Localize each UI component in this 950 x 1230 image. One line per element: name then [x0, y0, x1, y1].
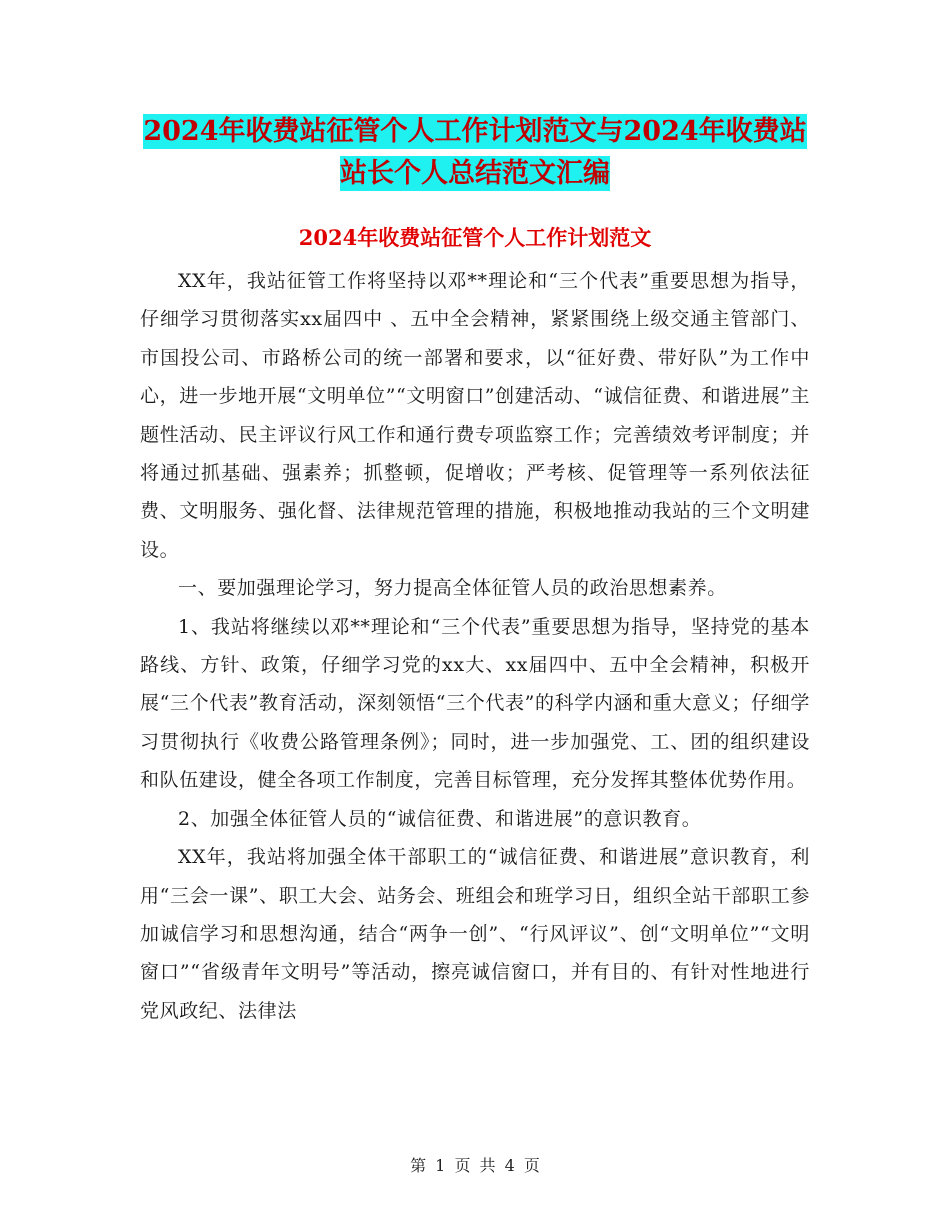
- paragraph-item-2: 2、加强全体征管人员的“诚信征费、和谐进展”的意识教育。: [178, 807, 702, 830]
- section-title: 2024年收费站征管个人工作计划范文: [298, 225, 652, 250]
- paragraph-item-2-detail: XX年，我站将加强全体干部职工的“诚信征费、和谐进展”意识教育，利用“三会一课”、职工大会、站务会、班组会和班学习日，组织全站干部职工参加诚信学习和思想沟通，结合“两争一创”、“行风评议”、创“文明单位”“文明窗口”“省级青年文明号”等活动，擦亮诚信窗口，并有目的、有针对性地进行党风政纪、法律法: [140, 846, 810, 1022]
- document-title-line-2: [0, 157, 950, 191]
- page-footer: 第 1 页 共 4 页: [410, 1156, 540, 1175]
- document-body: [140, 262, 810, 1030]
- paragraph-heading-1: 一、要加强理论学习，努力提高全体征管人员的政治思想素养。: [178, 577, 727, 600]
- document-title-line-1: [0, 115, 950, 149]
- paragraph-item-1: 1、我站将继续以邓**理论和“三个代表”重要思想为指导，坚持党的基本路线、方针、政策，仔细学习党的xx大、xx届四中、五中全会精神，积极开展“三个代表”教育活动，深刻领悟“三个代表”的科学内涵和重大意义；仔细学习贯彻执行《收费公路管理条例》；同时，进一步加强党、工、团的组织建设和队伍建设，健全各项工作制度，完善目标管理，充分发挥其整体优势作用。: [140, 615, 810, 792]
- paragraph-intro: XX年，我站征管工作将坚持以邓**理论和“三个代表”重要思想为指导，仔细学习贯彻落实xx届四中 、五中全会精神，紧紧围绕上级交通主管部门、市国投公司、市路桥公司的统一部署和要求，以“征好费、带好队”为工作中心，进一步地开展“文明单位”“文明窗口”创建活动、“诚信征费、和谐进展”主题性活动、民主评议行风工作和通行费专项监察工作；完善绩效考评制度；并将通过抓基础、强素养；抓整顿，促增收；严考核、促管理等一系列依法征费、文明服务、强化督、法律规范管理的措施，积极地推动我站的三个文明建设。: [140, 270, 810, 561]
- title-highlight-2: 站长个人总结范文汇编: [340, 158, 610, 189]
- title-highlight-1: 2024年收费站征管个人工作计划范文与2024年收费站: [143, 116, 807, 147]
